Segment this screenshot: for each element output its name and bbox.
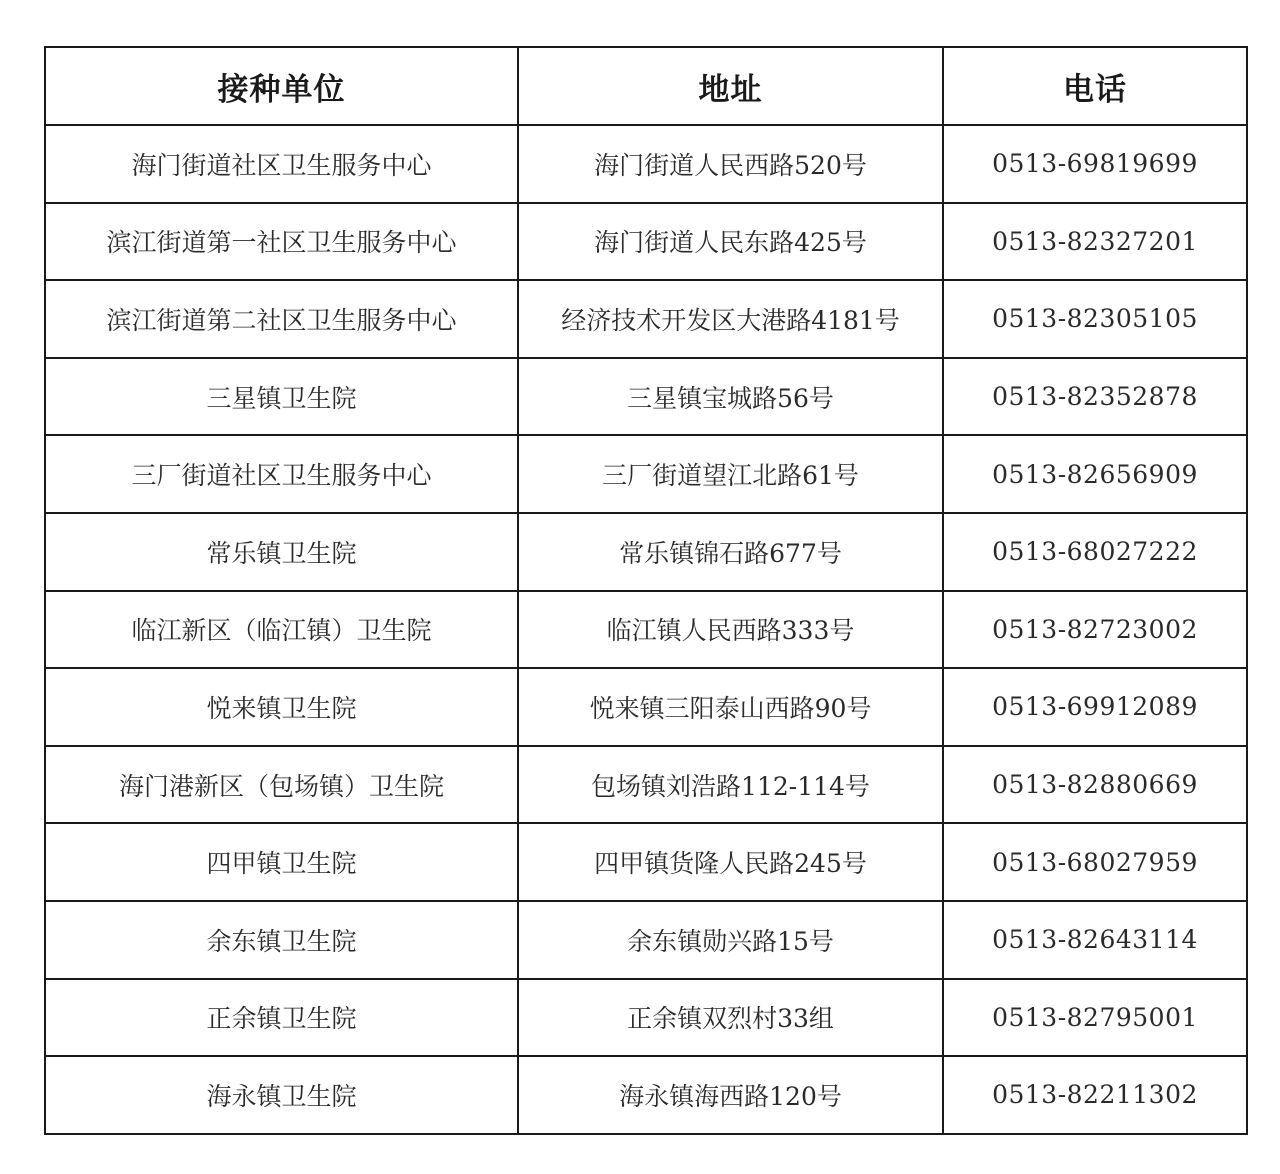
cell-phone: 0513-82352878 [943,358,1247,436]
cell-phone: 0513-82211302 [943,1056,1247,1134]
cell-address: 包场镇刘浩路112-114号 [518,746,943,824]
table-row [45,513,1247,591]
vaccination-sites-table [44,46,1248,1135]
cell-unit: 悦来镇卫生院 [45,668,518,746]
cell-unit: 滨江街道第一社区卫生服务中心 [45,203,518,281]
cell-address: 余东镇勋兴路15号 [518,901,943,979]
cell-address: 临江镇人民西路333号 [518,591,943,669]
cell-unit: 滨江街道第二社区卫生服务中心 [45,280,518,358]
cell-unit: 余东镇卫生院 [45,901,518,979]
cell-address: 常乐镇锦石路677号 [518,513,943,591]
cell-address: 海永镇海西路120号 [518,1056,943,1134]
table-row [45,979,1247,1057]
cell-unit: 四甲镇卫生院 [45,823,518,901]
table-row [45,280,1247,358]
table-row [45,901,1247,979]
cell-unit: 三星镇卫生院 [45,358,518,436]
cell-address: 悦来镇三阳泰山西路90号 [518,668,943,746]
table-row [45,358,1247,436]
vaccination-sites-table-wrapper [44,46,1246,1135]
cell-phone: 0513-82880669 [943,746,1247,824]
cell-address: 四甲镇货隆人民路245号 [518,823,943,901]
cell-phone: 0513-82327201 [943,203,1247,281]
table-row [45,668,1247,746]
table-row [45,435,1247,513]
cell-phone: 0513-82643114 [943,901,1247,979]
cell-address: 正余镇双烈村33组 [518,979,943,1057]
cell-unit: 临江新区（临江镇）卫生院 [45,591,518,669]
table-row [45,1056,1247,1134]
cell-unit: 海永镇卫生院 [45,1056,518,1134]
cell-address: 海门街道人民东路425号 [518,203,943,281]
table-row [45,125,1247,203]
cell-phone: 0513-68027222 [943,513,1247,591]
table-row [45,203,1247,281]
cell-phone: 0513-68027959 [943,823,1247,901]
cell-phone: 0513-82656909 [943,435,1247,513]
cell-phone: 0513-69819699 [943,125,1247,203]
cell-phone: 0513-69912089 [943,668,1247,746]
cell-address: 经济技术开发区大港路4181号 [518,280,943,358]
cell-address: 海门街道人民西路520号 [518,125,943,203]
cell-phone: 0513-82723002 [943,591,1247,669]
header-address: 地址 [518,47,943,125]
cell-unit: 常乐镇卫生院 [45,513,518,591]
table-row [45,746,1247,824]
cell-address: 三星镇宝城路56号 [518,358,943,436]
cell-unit: 正余镇卫生院 [45,979,518,1057]
header-unit: 接种单位 [45,47,518,125]
table-row [45,591,1247,669]
table-row [45,823,1247,901]
cell-unit: 海门港新区（包场镇）卫生院 [45,746,518,824]
cell-phone: 0513-82795001 [943,979,1247,1057]
cell-address: 三厂街道望江北路61号 [518,435,943,513]
header-phone: 电话 [943,47,1247,125]
cell-phone: 0513-82305105 [943,280,1247,358]
cell-unit: 海门街道社区卫生服务中心 [45,125,518,203]
cell-unit: 三厂街道社区卫生服务中心 [45,435,518,513]
table-header-row [45,47,1247,125]
